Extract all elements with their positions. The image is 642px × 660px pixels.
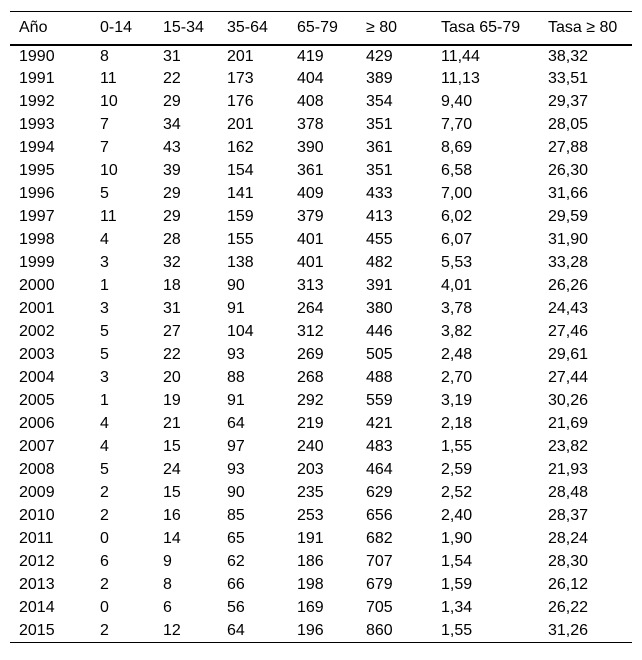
year-cell: 1993 [19,116,55,133]
table-row [10,551,632,574]
table-cell: 15 [163,484,181,501]
table-cell: 28,48 [548,484,589,501]
table-cell: 21,93 [548,461,589,478]
table-row [10,91,632,114]
table-cell: 361 [366,139,393,156]
table-cell: 5 [100,323,109,340]
table-row [10,68,632,91]
table-cell: 30,26 [548,392,589,409]
table-cell: 2,18 [441,415,473,432]
table-cell: 409 [297,185,324,202]
table-cell: 31,90 [548,231,589,248]
year-cell: 2014 [19,599,55,616]
table-cell: 31 [163,300,181,317]
table-cell: 22 [163,346,181,363]
table-cell: 33,28 [548,254,589,271]
year-cell: 1996 [19,185,55,202]
year-cell: 2009 [19,484,55,501]
table-cell: 27,44 [548,369,589,386]
table-row [10,436,632,459]
table-cell: 10 [100,93,118,110]
table-cell: 488 [366,369,393,386]
year-cell: 1995 [19,162,55,179]
table-row [10,620,632,643]
table-cell: 90 [227,484,245,501]
table-cell: 5 [100,346,109,363]
year-cell: 2004 [19,369,55,386]
table-cell: 29 [163,208,181,225]
table-cell: 64 [227,415,245,432]
table-cell: 3,78 [441,300,473,317]
table-cell: 6,07 [441,231,473,248]
table-cell: 11,13 [441,70,480,87]
year-cell: 2001 [19,300,55,317]
table-cell: 10 [100,162,118,179]
table-cell: 9 [163,553,172,570]
table-cell: 31 [163,47,181,65]
year-cell: 2006 [19,415,55,432]
table-cell: 23,82 [548,438,589,455]
table-cell: 2,40 [441,507,473,524]
table-cell: 0 [100,599,109,616]
table-cell: 24 [163,461,181,478]
column-header: 65-79 [288,12,357,45]
table-cell: 11 [100,70,117,87]
table-cell: 29,37 [548,93,589,110]
table-cell: 169 [297,599,324,616]
table-cell: 62 [227,553,245,570]
table-figure [10,11,632,643]
year-cell: 1997 [19,208,55,225]
table-cell: 6 [100,553,109,570]
year-cell: 2010 [19,507,55,524]
year-cell: 2012 [19,553,55,570]
table-cell: 3 [100,254,109,271]
table-body [10,45,632,643]
table-cell: 20 [163,369,181,386]
header-row [10,12,632,45]
table-cell: 1,55 [441,438,473,455]
table-cell: 162 [227,139,254,156]
table-cell: 7,00 [441,185,473,202]
data-table [10,11,632,643]
table-cell: 27 [163,323,181,340]
table-cell: 1,54 [441,553,473,570]
table-cell: 3 [100,369,109,386]
table-cell: 379 [297,208,324,225]
table-cell: 93 [227,346,245,363]
table-cell: 29 [163,93,181,110]
table-cell: 8,69 [441,139,473,156]
table-cell: 413 [366,208,393,225]
table-cell: 7 [100,139,109,156]
year-cell: 2013 [19,576,55,593]
year-cell: 1999 [19,254,55,271]
table-row [10,206,632,229]
table-cell: 2,48 [441,346,473,363]
table-cell: 380 [366,300,393,317]
table-cell: 1 [100,392,109,409]
table-cell: 433 [366,185,393,202]
column-header: Tasa 65-79 [432,12,539,45]
table-cell: 26,12 [548,576,589,593]
table-cell: 201 [227,47,254,65]
table-cell: 629 [366,484,393,501]
table-cell: 2 [100,576,109,593]
table-cell: 7,70 [441,116,473,133]
table-cell: 4 [100,231,109,248]
table-cell: 141 [227,185,254,202]
table-cell: 4 [100,438,109,455]
table-cell: 4,01 [441,277,473,294]
year-cell: 2005 [19,392,55,409]
column-header: ≥ 80 [357,12,432,45]
table-cell: 707 [366,553,393,570]
year-cell: 1991 [19,70,55,87]
table-cell: 22 [163,70,181,87]
table-cell: 378 [297,116,324,133]
table-cell: 8 [163,576,172,593]
table-cell: 91 [227,300,245,317]
table-cell: 389 [366,70,393,87]
table-cell: 27,46 [548,323,589,340]
year-cell: 2011 [19,530,54,547]
year-cell: 1994 [19,139,55,156]
table-cell: 1,90 [441,530,473,547]
table-cell: 8 [100,47,109,65]
table-row [10,482,632,505]
table-cell: 31,66 [548,185,589,202]
table-cell: 11,44 [441,47,480,65]
table-cell: 21,69 [548,415,589,432]
table-cell: 24,43 [548,300,589,317]
table-cell: 1,55 [441,621,473,639]
table-cell: 198 [297,576,324,593]
table-cell: 28,37 [548,507,589,524]
year-cell: 2000 [19,277,55,294]
table-cell: 401 [297,231,324,248]
table-cell: 2,70 [441,369,473,386]
table-cell: 682 [366,530,393,547]
table-row [10,344,632,367]
table-cell: 429 [366,47,393,65]
table-cell: 264 [297,300,324,317]
table-cell: 240 [297,438,324,455]
table-row [10,321,632,344]
table-cell: 292 [297,392,324,409]
table-cell: 361 [297,162,324,179]
table-cell: 91 [227,392,245,409]
table-cell: 455 [366,231,393,248]
table-cell: 173 [227,70,254,87]
table-cell: 104 [227,323,254,340]
table-cell: 66 [227,576,245,593]
table-cell: 559 [366,392,393,409]
table-cell: 354 [366,93,393,110]
table-cell: 88 [227,369,245,386]
table-cell: 2,52 [441,484,473,501]
column-header: Tasa ≥ 80 [539,12,632,45]
table-cell: 408 [297,93,324,110]
table-cell: 391 [366,277,393,294]
table-row [10,574,632,597]
table-cell: 235 [297,484,324,501]
table-cell: 18 [163,277,181,294]
year-cell: 2002 [19,323,55,340]
table-cell: 656 [366,507,393,524]
year-cell: 2015 [19,621,55,639]
table-cell: 93 [227,461,245,478]
table-cell: 14 [163,530,181,547]
table-cell: 186 [297,553,324,570]
year-cell: 2008 [19,461,55,478]
table-cell: 404 [297,70,324,87]
table-row [10,45,632,68]
table-cell: 28,30 [548,553,589,570]
table-cell: 679 [366,576,393,593]
table-cell: 32 [163,254,181,271]
table-cell: 97 [227,438,245,455]
table-cell: 26,26 [548,277,589,294]
table-row [10,505,632,528]
year-cell: 1992 [19,93,55,110]
table-cell: 26,30 [548,162,589,179]
column-header: 15-34 [154,12,218,45]
year-cell: 1990 [19,47,55,65]
table-cell: 33,51 [548,70,589,87]
table-cell: 90 [227,277,245,294]
table-cell: 5 [100,461,109,478]
table-cell: 16 [163,507,181,524]
table-cell: 34 [163,116,181,133]
table-cell: 482 [366,254,393,271]
table-cell: 15 [163,438,181,455]
table-row [10,160,632,183]
table-cell: 419 [297,47,324,65]
year-cell: 2003 [19,346,55,363]
table-cell: 268 [297,369,324,386]
table-cell: 860 [366,621,393,639]
table-cell: 6,58 [441,162,473,179]
table-cell: 2 [100,621,109,639]
table-row [10,229,632,252]
table-cell: 28 [163,231,181,248]
table-row [10,275,632,298]
table-cell: 29,59 [548,208,589,225]
table-cell: 138 [227,254,254,271]
table-cell: 3,82 [441,323,473,340]
table-cell: 154 [227,162,254,179]
table-cell: 401 [297,254,324,271]
table-row [10,413,632,436]
table-cell: 6,02 [441,208,473,225]
table-cell: 31,26 [548,621,589,639]
table-cell: 2 [100,484,109,501]
table-cell: 269 [297,346,324,363]
table-cell: 1,59 [441,576,473,593]
table-cell: 191 [297,530,324,547]
table-row [10,459,632,482]
table-cell: 9,40 [441,93,473,110]
column-header: 0-14 [91,12,154,45]
table-cell: 1,34 [441,599,473,616]
table-cell: 446 [366,323,393,340]
table-cell: 203 [297,461,324,478]
table-cell: 3 [100,300,109,317]
table-cell: 483 [366,438,393,455]
table-row [10,298,632,321]
table-cell: 39 [163,162,181,179]
table-cell: 390 [297,139,324,156]
table-cell: 0 [100,530,109,547]
table-row [10,367,632,390]
table-cell: 464 [366,461,393,478]
table-cell: 6 [163,599,172,616]
column-header: 35-64 [218,12,288,45]
table-row [10,390,632,413]
table-cell: 38,32 [548,47,589,65]
table-cell: 21 [163,415,181,432]
table-row [10,252,632,275]
table-cell: 29,61 [548,346,589,363]
table-cell: 4 [100,415,109,432]
table-cell: 64 [227,621,245,639]
table-row [10,183,632,206]
table-cell: 155 [227,231,254,248]
table-cell: 1 [100,277,109,294]
table-cell: 351 [366,162,393,179]
table-cell: 253 [297,507,324,524]
year-cell: 2007 [19,438,55,455]
table-cell: 56 [227,599,245,616]
table-cell: 26,22 [548,599,589,616]
table-row [10,137,632,160]
table-cell: 28,05 [548,116,589,133]
table-cell: 12 [163,621,181,639]
table-row [10,597,632,620]
table-cell: 421 [366,415,393,432]
table-cell: 2 [100,507,109,524]
table-cell: 19 [163,392,181,409]
table-cell: 11 [100,208,117,225]
table-cell: 7 [100,116,109,133]
table-cell: 312 [297,323,324,340]
table-cell: 28,24 [548,530,589,547]
table-cell: 705 [366,599,393,616]
table-cell: 29 [163,185,181,202]
year-cell: 1998 [19,231,55,248]
table-cell: 27,88 [548,139,589,156]
table-cell: 313 [297,277,324,294]
table-cell: 159 [227,208,254,225]
table-cell: 505 [366,346,393,363]
table-cell: 176 [227,93,254,110]
table-cell: 43 [163,139,181,156]
table-cell: 65 [227,530,245,547]
table-cell: 3,19 [441,392,473,409]
table-cell: 196 [297,621,324,639]
table-cell: 201 [227,116,254,133]
column-header: Año [10,12,91,45]
table-row [10,528,632,551]
table-cell: 351 [366,116,393,133]
table-cell: 5,53 [441,254,473,271]
table-row [10,114,632,137]
table-cell: 5 [100,185,109,202]
table-cell: 219 [297,415,324,432]
table-cell: 2,59 [441,461,473,478]
table-cell: 85 [227,507,245,524]
